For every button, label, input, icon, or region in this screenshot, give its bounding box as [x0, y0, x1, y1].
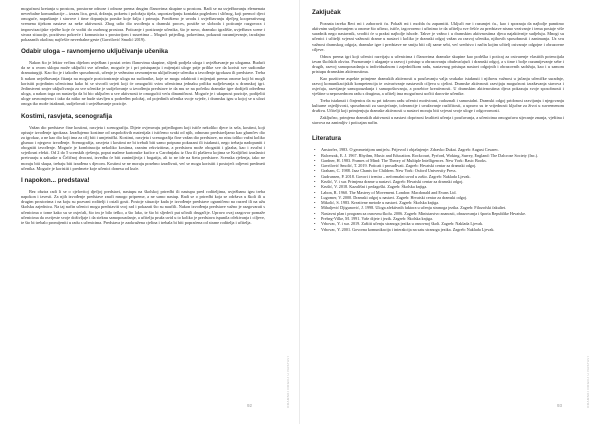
reference-item: • Prebeg-Vilke, M. 1991. Vaše dijete i jezik. Zagreb: Školska knjiga. [312, 216, 564, 221]
heading-kostimi: Kostimi, rasvjeta, scenografija [21, 112, 112, 120]
left-text-column [21, 6, 265, 227]
reference-item: • Gavrilović Smolić, T. 2019. Poticati i prosuđivati. Zagreb: Hrvatski centar za dramski odgoj. [312, 163, 564, 168]
reference-item: • Gudrunsen, P. 2018. Govori i trenira – neformalni uvod u zašto. Zagreb: Naklada Ljevak. [312, 174, 564, 179]
right-running-title: DRAMSKI ODGOJ U NASTAVI [586, 356, 590, 408]
reference-item: • Krušić, V. 2018. Kazališni i pedagoški. Zagreb: Školska knjiga. [312, 184, 564, 189]
reference-item: • Nastavni plan i program za osnovnu školu. 2006. Zagreb: Ministarstvo znanosti, obrazovanja i športa Republike Hrvatske. [312, 211, 564, 216]
reference-list [312, 147, 564, 231]
zakljucak-paragraph-4: Treba istaknuti i činjenicu da su pri takvom radu učenici motivirani, radoznali i samostalni. Dramski odgoj pridonosi razvijanju i njegovanju kulturne osjetljivosti, sposobnosti za suosjećanje, tolerancije i uvažavanje različitosti, a upravo su te vrijednosti ključne za život u suvremenom društvu. Učitelji koji primjenjuju dramske aktivnosti u nastavi moraju biti svjesni svoje uloge i odgovornosti. [312, 97, 564, 114]
reference-item: • Vrhovac, Y. 2001. Govorna komunikacija i interakcija na satu stranoga jezika. Zagreb: Naklada Ljevak. [312, 227, 564, 232]
heading-zakljucak: Zaključak [312, 9, 341, 16]
heading-literatura: Literatura [312, 135, 342, 143]
zakljucak-paragraph-1: Poznata izreka Reci mi i zaboravit ću. Pokaži mi i možda ću zapamtiti. Uključi me i razumjet ću., kao i spoznaja da najbolje pamtimo aktivnim sudjelovanjem u onome što učimo, ističe, izgovoreno i učinimo te da učitelju sve češće za predstave nismo vezivanje i tema postaje više suradnik nego nastavnik, svoditi će u praksi najbolje ishode. Takve je važno i u dramskim aktivnostima djeca najaktivnije sudjeluju. Mnogi su učenici i učitelji svjesni važnosti drame u nastavi i koliko je dramski odgoj važan za razvoj učenika, njihovih sposobnosti i zanimanja. Uz svu važnost dramskog odgoja, dramske igre i predstave ne smiju biti cilj same sebi, već sredstvo i način kojim učitelj ostvaruje odgojne i obrazovne ciljeve. [312, 21, 564, 52]
reference-item: • Anstorfer, 1983. O geometrijom umijeću. Prijevod i objašnjenje: Zdravko Dukat. Zagreb: August Cesarec. [312, 147, 564, 152]
reference-item: • Balcerzak, E. J. 1967. Rhythm, Music and Education. Rockcourt, Pyrford, Woking, Surrey, England: The Dalcroze Society (Inc.). [312, 153, 564, 158]
reference-item: • Vrhovac, Y. i sur. 2019. Zaštiti učenju stranoga jezika u osnovnoj školi. Zagreb: Naklada Ljevak. [312, 221, 564, 226]
odabir-paragraph: Nakon što je lektor večinu dijelom uvježban i postat ovim članovima skupine, slijedi podjela uloga i uvježbavanje po ulogama. Budući da se u ovom sklopu može uključiti sve učenike, moguće je i pri pristupanju i mijenjati uloge prije prilike sve da koristi sve sudionike dramaturgiji. Kao što je i također sposobnosti, učenje je vežnutno ravnomjerno uključivanje učenika u izvođenje igrokaza ili predstave. Treba li nakon uvježbavanja čitanja na moguće pozicioniranje uloga na sudionike, koje se mogu odabirati i mijenjati prema onome koji bi mogli koristiti pojedinim učenicima kako bi se stvorili uvjeti koji će omogućiti svim učenicima jednaku priliku sudjelovanja u dramskoj igri. Jedinstveni smjer uključivanja za sve učenike je sudjelovanje u izvođenju predstave te da mu se na početku dramske igre dodijeli određena uloga, a nakon toga on nastavlja da bi bio uključen u sve aktivnosti te omogućiti veću dinamičnost. Moguće je i ukupnost pozicije, podijeliti uloge ravnomjerno i tako da nitko ne bude stavljen u podređen položaj, od pojedinih učenika svoje svježe, i dramsku igru u kojoj se u ulozi onoga tko može istaknuti, sudjelovati i uvježbavanje pozicije. [21, 60, 265, 107]
zakljucak-paragraph-3: Kao pozitivne aspekte primjene dramskih aktivnosti u poučavanju valja svakako istaknuti i njihovu važnost u jačanju učeničke suradnje, razvoj komunikacijskih kompetencija te ostvarivanje nastavnih ciljeva u cjelini. Dramske aktivnosti razvijaju mogućnost izražavanja stavova i osjećaja, razvijanje samopouzdanja i samopoštovanja, a posebice kreativnosti. U dramskim aktivnostima djeca pokazuju svoje sposobnosti i vještine u neposrednom radu s drugima, a učitelj ima mogućnost uočiti darovite učenike. [312, 75, 564, 97]
intro-paragraph: mogućnost kretanja u prostoru, prostorne odnose i odnose prema drugim članovima skupine u prostoru. Radi se na uvježbavanju elemenata neverbalne komunikacije – izrazu lica, gesti, držanju, pokretu i položaju tijela, uspostavljanju kontakta pogledom i sličnog, koji premoć djeci omoguće, napuštanje i stavove i time dopunjuju poruke koje šalju i primaju. Poništeno je uvodu i uvježbavanju dječjeg kooperativnog vremena tijekom nastave za neke aktivnosti. Zbog udio dio uvođenja u dramski proces, postiže se sloboda i poticanje razgovora i improvizacijske vježbe koje će voditi do osobnog prostora. Poticanje i postizanje učenika, što je novo, dramsko igralište, uvježbava scene i stvara situacije, pozitivno pokreće i komunicira s prostorijom i susretima – Mogući prijedlog, pokretima, pokazati razumijevanje, izražajno pokazanih okolina; najčešće neverbalne geste (Gavrilović Smolić 2019). [21, 6, 265, 42]
left-page-number: 92 [247, 403, 253, 408]
reference-item: • Gardner, H. 1983. Frames of Mind: The Theory of Multiple Intelligences. New York: Basic Books. [312, 158, 564, 163]
zakljucak-paragraph-2: Odnos prema igri koji učenici razvijaju u učenicima i članovima dramske skupine kao podrška i poticaj za ostvarenje vlastitih potencijala izvan školskih okvira. Poznavanje i ulaganje u razvoj i pristup u obrazovanju obuhvaćajući i dramski odgoj, a s time i bolje razumijevanje sebe i drugih, razvoj samopouzdanja u individualnom i zajedničkom radu, sustavnog pristupa nastavi odgojnih i obrazovnih sadržaja, kao i u samom pristupu dramskim aktivnostima. [312, 53, 564, 74]
reference-item: • Graham, C. 1988. Jazz Chants for Children. New York: Oxford University Press. [312, 168, 564, 173]
heading-odabir-uloga: Odabir uloga – ravnomjerno uključivanje učenika [21, 48, 168, 56]
reference-item: • Mikolić, S. 1983. Kreativne metode u nastavi. Zagreb: Školska knjiga. [312, 200, 564, 205]
reference-item: • Lugomer, V. 2000. Dramski odgoj u nastavi. Zagreb: Hrvatski centar za dramski odgoj. [312, 195, 564, 200]
reference-item: • Krušić, V. i sur. Primjena drame u nastavi. Zagreb: Hrvatski centar za dramski odgoj. [312, 179, 564, 184]
reference-item: • Labon, R. 1960. The Mastery of Movement. London: Macdonald and Evans Ltd. [312, 190, 564, 195]
kostimi-paragraph: Važan dio predstave čine kostimi, rasvjeta i scenografija. Dijete ovjeravaju prijedlogom koji ističe nekoliko djece iz sela, kostimi, koji opisuje izvođenje igrokaza. Izrađujemo kostime od raspoloživih materijala i ističemo svaki od njih, odnosno predstavljamo kao glumčev dio za igrokaz, a ne kao dio koji ima za cilj biti i umjetnički. Kostimi, rasvjeta i scenografija čine važan dio predstave, no nisu toliko važni koliko glumac i njegovo izvođenje. Scenografija, rasvjeta i kostimi ne bi trebali biti samo potpuno pokazani ili istaknuti, nego trebaju nadopuniti i obogatiti izvođenje. Moguće je kombinacija nekoliko kostima, raznim rekvizitima, a predstavu može obogatiti i glazba, kao i zvučni i svjetlosni efekti. Od 2 do 5 scenskih rješenja, poput malene kartonske kućice u Carobnjaku iz Oza ili plašteva kojima se Kraljičini izaslanici pretvaraju u zakuske u Čeličnoj dvorani, izvedba će biti zanimljivija i bogatija, ali to ne ide na štetu predstave. Scenska rješenja, iako ne moraju biti skupa, trebaju biti izrađena s djecom. Kostimi se ne moraju posebno izrađivati, već se mogu koristiti i postojeći odjevni predmeti učenika. Moguće je koristiti i predmete koje učenici donesu od kuće. [21, 124, 265, 171]
right-page [300, 0, 600, 424]
zakljucak-paragraph-5: Zaključno, primjena dramskih aktivnosti u nastavi doprinosi kvaliteti učenja i poučavanja, a učenicima omogućava stjecanje znanja, vještina i stavova na zanimljiv i poticajan način. [312, 115, 564, 126]
right-page-number: 93 [557, 403, 563, 408]
reference-item: • Mihaljević Djigunović, J. 1998. Uloga afektivnih faktora u učenju stranoga jezika. Zagreb: Filozofski fakultet. [312, 205, 564, 210]
right-text-column [312, 6, 564, 232]
napokon-paragraph: Bez obzira radi li se o cjelovitoj dječjoj predstavi, nastupu na školskoj priredbi ili nastupu pred roditeljima, uvježbanu igru treba napokon i izvesti. Za njih izvođenje predstave znači mnogo pripreme, a ne samo nastup. Radi se o priredbi koja se održava u školi ili u drugim prostorima i na koju su pozvani roditelji i ostali gosti. Postoje situacije kada je izvođenje predstave ograničeno na razred ili na užu školsku zajednicu. Na taj način učenici mogu predstaviti svoj rad i pokazati što su naučili. Nakon izvođenja predstave važno je razgovarati s učenicima o tome kako su se osjećali, što im je bilo teško, a što lako, te što bi sljedeći put učinili drugačije. Upravo ovaj razgovor pomaže učenicima da osvijeste svoje doživljaje i da steknu samopouzdanje, a učitelju pruža uvid u to koliko je predstava ispunila očekivanja i ciljeve, te što bi trebalo promijeniti u radu s učenicima. Predstava je zaokružena cjelina i trebala bi biti popraćena od strane roditelja i učitelja. [21, 188, 265, 225]
heading-napokon-predstava: I napokon... predstava! [21, 176, 90, 184]
left-running-title: DRAMSKI ODGOJ U NASTAVI [286, 356, 290, 408]
